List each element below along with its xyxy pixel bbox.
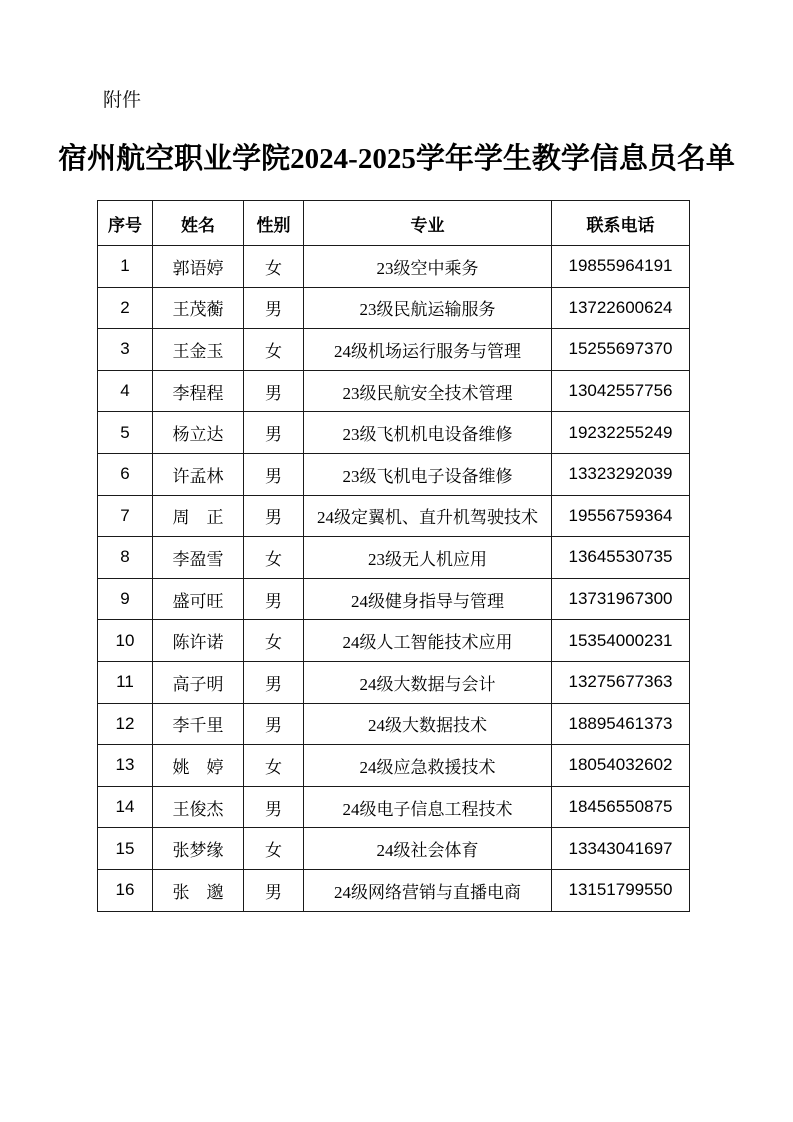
- student-name-cell: 郭语婷: [153, 246, 244, 288]
- table-row: [98, 578, 690, 620]
- row-number-cell: 4: [98, 370, 153, 412]
- table-row: [98, 453, 690, 495]
- student-name-cell: 李程程: [153, 370, 244, 412]
- gender-cell: 女: [244, 246, 304, 288]
- row-number-cell: 15: [98, 828, 153, 870]
- page-title: 宿州航空职业学院2024-2025学年学生教学信息员名单: [58, 143, 735, 175]
- table-row: [98, 329, 690, 371]
- phone-cell: 18456550875: [552, 786, 690, 828]
- gender-cell: 男: [244, 661, 304, 703]
- student-name-cell: 张 邈: [153, 869, 244, 911]
- table-row: [98, 828, 690, 870]
- table-row: [98, 246, 690, 288]
- gender-cell: 男: [244, 786, 304, 828]
- student-name-cell: 王俊杰: [153, 786, 244, 828]
- phone-cell: 13731967300: [552, 578, 690, 620]
- row-number-cell: 1: [98, 246, 153, 288]
- phone-cell: 13323292039: [552, 453, 690, 495]
- row-number-cell: 5: [98, 412, 153, 454]
- gender-cell: 男: [244, 370, 304, 412]
- header-major: 专业: [304, 201, 552, 246]
- student-name-cell: 周 正: [153, 495, 244, 537]
- attachment-label: 附件: [103, 90, 142, 111]
- major-cell: 24级健身指导与管理: [304, 578, 552, 620]
- student-name-cell: 陈许诺: [153, 620, 244, 662]
- phone-cell: 18895461373: [552, 703, 690, 745]
- student-name-cell: 盛可旺: [153, 578, 244, 620]
- student-name-cell: 李千里: [153, 703, 244, 745]
- major-cell: 24级人工智能技术应用: [304, 620, 552, 662]
- row-number-cell: 13: [98, 745, 153, 787]
- major-cell: 24级网络营销与直播电商: [304, 869, 552, 911]
- phone-cell: 19232255249: [552, 412, 690, 454]
- gender-cell: 女: [244, 620, 304, 662]
- phone-cell: 13343041697: [552, 828, 690, 870]
- phone-cell: 13645530735: [552, 537, 690, 579]
- table-row: [98, 537, 690, 579]
- header-gender: 性别: [244, 201, 304, 246]
- row-number-cell: 10: [98, 620, 153, 662]
- phone-cell: 19556759364: [552, 495, 690, 537]
- gender-cell: 男: [244, 412, 304, 454]
- gender-cell: 男: [244, 578, 304, 620]
- table-row: [98, 412, 690, 454]
- student-name-cell: 王茂蘅: [153, 287, 244, 329]
- phone-cell: 13042557756: [552, 370, 690, 412]
- major-cell: 24级机场运行服务与管理: [304, 329, 552, 371]
- student-name-cell: 杨立达: [153, 412, 244, 454]
- major-cell: 23级无人机应用: [304, 537, 552, 579]
- phone-cell: 19855964191: [552, 246, 690, 288]
- phone-cell: 15255697370: [552, 329, 690, 371]
- table-row: [98, 287, 690, 329]
- header-number: 序号: [98, 201, 153, 246]
- table-row: [98, 745, 690, 787]
- table-row: [98, 869, 690, 911]
- student-name-cell: 王金玉: [153, 329, 244, 371]
- student-name-cell: 高子明: [153, 661, 244, 703]
- header-name: 姓名: [153, 201, 244, 246]
- gender-cell: 男: [244, 869, 304, 911]
- phone-cell: 13151799550: [552, 869, 690, 911]
- student-roster-table: [97, 200, 690, 912]
- table-row: [98, 703, 690, 745]
- student-name-cell: 张梦缘: [153, 828, 244, 870]
- table-row: [98, 620, 690, 662]
- row-number-cell: 3: [98, 329, 153, 371]
- row-number-cell: 12: [98, 703, 153, 745]
- major-cell: 24级电子信息工程技术: [304, 786, 552, 828]
- phone-cell: 15354000231: [552, 620, 690, 662]
- row-number-cell: 9: [98, 578, 153, 620]
- student-name-cell: 李盈雪: [153, 537, 244, 579]
- major-cell: 23级飞机机电设备维修: [304, 412, 552, 454]
- gender-cell: 女: [244, 329, 304, 371]
- gender-cell: 男: [244, 495, 304, 537]
- major-cell: 24级定翼机、直升机驾驶技术: [304, 495, 552, 537]
- gender-cell: 男: [244, 453, 304, 495]
- major-cell: 23级空中乘务: [304, 246, 552, 288]
- table-row: [98, 495, 690, 537]
- major-cell: 24级大数据与会计: [304, 661, 552, 703]
- gender-cell: 女: [244, 828, 304, 870]
- student-name-cell: 姚 婷: [153, 745, 244, 787]
- phone-cell: 13722600624: [552, 287, 690, 329]
- gender-cell: 女: [244, 537, 304, 579]
- major-cell: 24级社会体育: [304, 828, 552, 870]
- row-number-cell: 2: [98, 287, 153, 329]
- gender-cell: 女: [244, 745, 304, 787]
- major-cell: 23级飞机电子设备维修: [304, 453, 552, 495]
- major-cell: 23级民航运输服务: [304, 287, 552, 329]
- phone-cell: 13275677363: [552, 661, 690, 703]
- phone-cell: 18054032602: [552, 745, 690, 787]
- row-number-cell: 8: [98, 537, 153, 579]
- row-number-cell: 7: [98, 495, 153, 537]
- table-row: [98, 661, 690, 703]
- table-row: [98, 370, 690, 412]
- table-header-row: [98, 201, 690, 246]
- gender-cell: 男: [244, 287, 304, 329]
- major-cell: 24级应急救援技术: [304, 745, 552, 787]
- row-number-cell: 6: [98, 453, 153, 495]
- major-cell: 24级大数据技术: [304, 703, 552, 745]
- gender-cell: 男: [244, 703, 304, 745]
- table-row: [98, 786, 690, 828]
- row-number-cell: 14: [98, 786, 153, 828]
- major-cell: 23级民航安全技术管理: [304, 370, 552, 412]
- row-number-cell: 11: [98, 661, 153, 703]
- student-name-cell: 许孟林: [153, 453, 244, 495]
- header-phone: 联系电话: [552, 201, 690, 246]
- row-number-cell: 16: [98, 869, 153, 911]
